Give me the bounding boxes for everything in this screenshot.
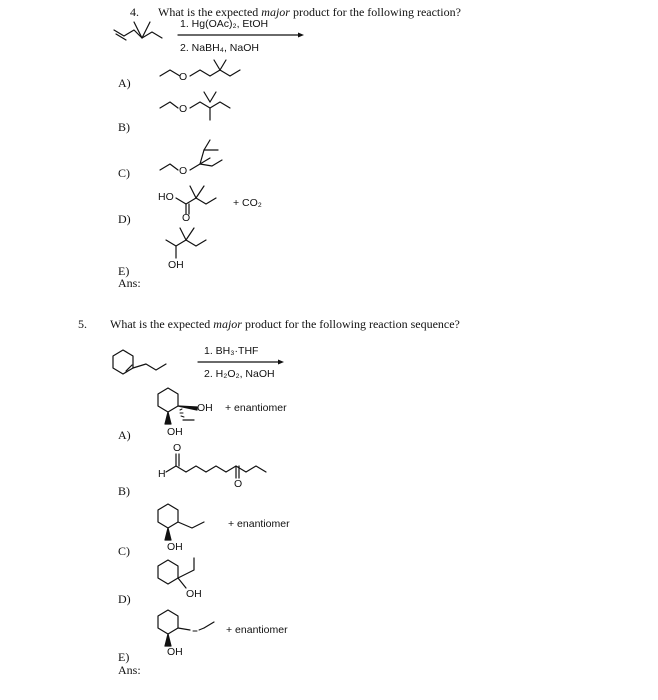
q5-option-a-structure xyxy=(158,388,197,424)
q4-option-e-label: E) xyxy=(118,264,130,278)
q5-number: 5. xyxy=(78,317,87,331)
q5-starting-alkene xyxy=(113,350,166,374)
q5-a-hydroxyl-bottom: OH xyxy=(167,426,183,438)
q4-c-oxygen: O xyxy=(179,165,188,177)
q5-question-text: What is the expected major product for the following reaction sequence? xyxy=(110,317,460,331)
q4-option-a-label: A) xyxy=(118,76,131,90)
q5-e-enantiomer: + enantiomer xyxy=(226,624,288,636)
q5-c-enantiomer: + enantiomer xyxy=(228,518,290,530)
q5-a-hydroxyl-right: OH xyxy=(197,402,213,414)
q4-a-oxygen: O xyxy=(179,71,188,83)
q4-reagent-1: 1. Hg(OAc)₂, EtOH xyxy=(180,18,269,30)
q5-option-d-label: D) xyxy=(118,592,131,606)
q4-reagent-2: 2. NaBH₄, NaOH xyxy=(180,42,259,54)
q5-option-d-structure xyxy=(158,558,194,588)
q5-option-e-label: E) xyxy=(118,650,130,664)
q5-reagent-1: 1. BH₃·THF xyxy=(204,345,259,357)
q5-reaction-arrow xyxy=(198,360,284,365)
q4-d-carbonyl-oxygen: O xyxy=(182,212,191,224)
q5-option-b-structure xyxy=(166,454,266,478)
q5-e-hydroxyl: OH xyxy=(167,646,183,658)
q5-c-hydroxyl: OH xyxy=(167,541,183,553)
q5-b-ketone-oxygen: O xyxy=(234,478,243,490)
q5-option-a-label: A) xyxy=(118,428,131,442)
q4-d-hydroxyl: HO xyxy=(158,191,174,203)
q4-number: 4. xyxy=(130,5,139,19)
q5-option-b-label: B) xyxy=(118,484,130,498)
q5-b-carbonyl-oxygen: O xyxy=(173,442,182,454)
q4-b-oxygen: O xyxy=(179,103,188,115)
q4-question-text: What is the expected major product for the following reaction? xyxy=(158,5,461,19)
q4-option-c-label: C) xyxy=(118,166,130,180)
q4-answer-label: Ans: xyxy=(118,276,141,290)
q5-answer-label: Ans: xyxy=(118,663,141,677)
q5-reagent-2: 2. H₂O₂, NaOH xyxy=(204,368,275,380)
q5-a-enantiomer: + enantiomer xyxy=(225,402,287,414)
q5-d-hydroxyl: OH xyxy=(186,588,202,600)
q4-e-hydroxyl: OH xyxy=(168,259,184,271)
q5-option-e-structure xyxy=(158,610,214,646)
q5-option-c-label: C) xyxy=(118,544,130,558)
q4-d-co2: + CO₂ xyxy=(233,197,262,209)
q4-option-d-label: D) xyxy=(118,212,131,226)
q4-option-b-label: B) xyxy=(118,120,130,134)
q5-option-c-structure xyxy=(158,504,204,540)
q5-b-aldehyde-h: H xyxy=(158,468,166,480)
